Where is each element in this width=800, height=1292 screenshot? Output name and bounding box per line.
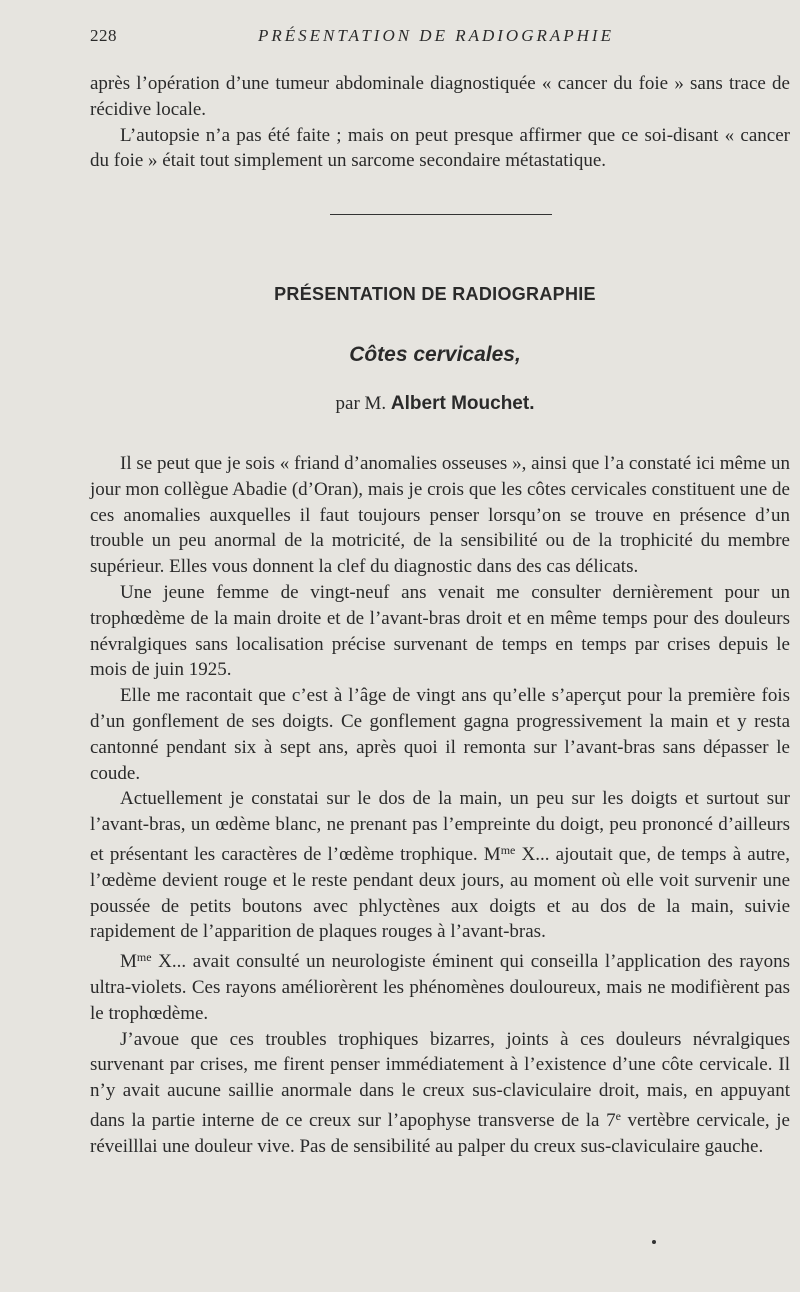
text-run: J’avoue que ces troubles trophiques bizarres, joints à ces douleurs névralgiques survenant par crises, me firent penser immédiatement à l’existence d’une côte cervicale. Il n’y avait aucune saillie anormale dans le creux sus-claviculaire droit, mais, en appuyant dans la partie interne de ce creux sur l’apophyse transverse de la 7 xyxy=(90,1028,790,1131)
text-run: M xyxy=(120,951,137,973)
ink-speck xyxy=(652,1240,656,1244)
intro-text xyxy=(90,71,790,174)
paragraph: Une jeune femme de vingt-neuf ans venait me consulter dernièrement pour un trophœdème de la main droite et de l’avant-bras droit et en même temps pour des douleurs névralgiques sans localisation précise survenant de temps en temps par crises depuis le mois de juin 1925. xyxy=(90,581,790,681)
section-title: PRÉSENTATION DE RADIOGRAPHIE xyxy=(274,284,596,304)
text-run: X... ajoutait que, de temps à autre, l’œdème devient rouge et le reste pendant deux jours, au moment où elle voit survenir une poussée de petits boutons avec phlyctènes aux doigts et au dos de la main, suivie rapidement de l’apparition de plaques rouges à l’avant-bras. xyxy=(90,843,790,943)
paragraph: Il se peut que je sois « friand d’anomalies osseuses », ainsi que l’a constaté ici même un jour mon collègue Abadie (d’Oran), mais je crois que les côtes cervicales constituent une de ces anomalies auxquelles il faut toujours penser lorsqu’on se trouve en présence d’un trouble un peu anormal de la motricité, de la sensibilité ou de la trophicité du membre supérieur. Elles vous donnent la clef du diagnostic dans des cas délicats. xyxy=(90,453,790,578)
superscript: me xyxy=(500,842,516,857)
running-header xyxy=(90,26,780,50)
author-line xyxy=(0,393,800,415)
superscript: e xyxy=(615,1108,621,1123)
text-run: X... avait consulté un neurologiste éminent qui conseilla l’application des rayons ultra-violets. Ces rayons améliorèrent les phénomènes douloureux, mais ne modifièrent pas le trophœdème. xyxy=(90,951,790,1024)
paragraph xyxy=(90,945,790,1026)
paragraph: L’autopsie n’a pas été faite ; mais on peut presque affirmer que ce soi-disant « cancer du foie » était tout simplement un sarcome secondaire métastatique. xyxy=(90,124,790,172)
paragraph: après l’opération d’une tumeur abdominale diagnostiquée « cancer du foie » sans trace de récidive locale. xyxy=(90,73,790,120)
superscript: me xyxy=(136,950,152,965)
author-name: Albert Mouchet. xyxy=(390,393,535,414)
section-divider xyxy=(330,214,552,215)
running-title: PRÉSENTATION DE RADIOGRAPHIE xyxy=(258,26,614,45)
paragraph xyxy=(90,786,790,945)
text-run: vertèbre cervicale, je réveilllai une douleur vive. Pas de sensibilité au palper du creux sus-claviculaire gauche. xyxy=(90,1109,790,1157)
article-title: Côtes cervicales, xyxy=(349,343,521,366)
article-body xyxy=(90,451,790,1160)
paragraph: Elle me racontait que c’est à l’âge de vingt ans qu’elle s’aperçut pour la première fois d’un gonflement de ses doigts. Ce gonflement gagna progressivement la main et y resta cantonné pendant six à sept ans, après quoi il remonta sur l’avant-bras sans dépasser le coude. xyxy=(90,685,790,784)
text-run: Actuellement je constatai sur le dos de la main, un peu sur les doigts et surtout sur l’avant-bras, un œdème blanc, ne prenant pas l’empreinte du doigt, peu prononcé d’ailleurs et présentant les caractères de l’œdème trophique. M xyxy=(90,788,790,865)
page-number: 228 xyxy=(90,26,117,45)
author-prefix: par M. xyxy=(335,393,387,414)
paragraph xyxy=(90,1027,790,1160)
